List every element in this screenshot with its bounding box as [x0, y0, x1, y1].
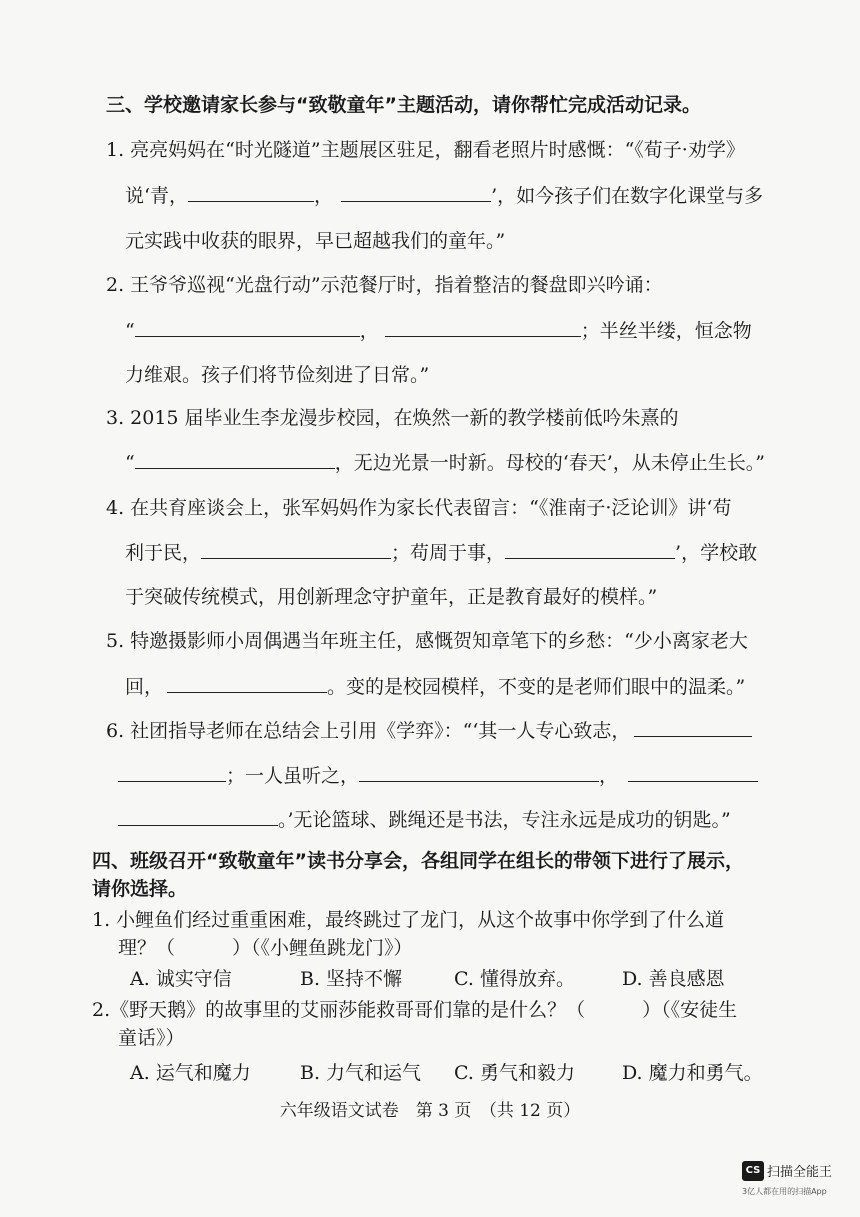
- scanner-watermark: [742, 1160, 832, 1181]
- section3-title: 三、学校邀请家长参与“致敬童年”主题活动，请你帮忙完成活动记录。: [106, 94, 701, 116]
- q5-line2: 回， 。变的是校园模样，不变的是老师们眼中的温柔。”: [125, 676, 746, 698]
- mc1-option-b[interactable]: B. 坚持不懈: [300, 968, 403, 990]
- mc2-option-c[interactable]: C. 勇气和毅力: [454, 1062, 575, 1084]
- q1-line1: 1. 亮亮妈妈在“时光隧道”主题展区驻足，翻看老照片时感慨：“《荀子·劝学》: [106, 139, 745, 161]
- scanner-app-name: 扫描全能王: [767, 1165, 833, 1180]
- q4-line3: 于突破传统模式，用创新理念守护童年，正是教育最好的模样。”: [125, 586, 658, 608]
- section4-title: 四、班级召开“致敬童年”读书分享会，各组同学在组长的带领下进行了展示，: [92, 850, 744, 872]
- mc2-option-d[interactable]: D. 魔力和勇气。: [622, 1062, 763, 1084]
- answer-blank[interactable]: [201, 540, 391, 559]
- mc1-line2: 理？（ ）（《小鲤鱼跳龙门》）: [118, 937, 413, 959]
- section4-title-cont: 请你选择。: [92, 878, 188, 900]
- answer-blank[interactable]: [359, 763, 599, 782]
- scanner-tagline: 3亿人都在用的扫描App: [742, 1187, 827, 1196]
- q1-line2: 说‘青， ， ’，如今孩子们在数字化课堂与多: [125, 185, 764, 207]
- q3-line2: “ ，无边光景一时新。母校的‘春天’，从未停止生长。”: [125, 452, 766, 474]
- camscanner-logo-icon: CS: [742, 1161, 764, 1181]
- mc1-option-d[interactable]: D. 善良感恩: [622, 968, 725, 990]
- answer-blank[interactable]: [167, 674, 327, 693]
- q6-line1: 6. 社团指导老师在总结会上引用《学弈》：“‘其一人专心致志，: [106, 718, 752, 744]
- answer-blank[interactable]: [634, 718, 752, 737]
- mc1-option-c[interactable]: C. 懂得放弃。: [454, 968, 575, 990]
- q5-line1: 5. 特邀摄影师小周偶遇当年班主任，感慨贺知章笔下的乡愁：“少小离家老大: [106, 630, 748, 652]
- q4-line1: 4. 在共育座谈会上，张军妈妈作为家长代表留言：“《淮南子·泛论训》讲‘苟: [106, 497, 732, 519]
- answer-blank[interactable]: [135, 318, 360, 337]
- q4-line2: 利于民， ；苟周于事， ’，学校敢: [125, 542, 758, 564]
- answer-blank[interactable]: [118, 763, 226, 782]
- mc2-option-b[interactable]: B. 力气和运气: [300, 1062, 422, 1084]
- q2-line2: “ ， ；半丝半缕，恒念物: [125, 320, 752, 342]
- q6-line2: ；一人虽听之， ，: [118, 763, 758, 789]
- mc2-option-a[interactable]: A. 运气和魔力: [130, 1062, 251, 1084]
- q1-line3: 元实践中收获的眼界，早已超越我们的童年。”: [125, 230, 506, 252]
- answer-blank[interactable]: [628, 763, 758, 782]
- mc1-line1: 1. 小鲤鱼们经过重重困难，最终跳过了龙门，从这个故事中你学到了什么道: [92, 909, 725, 931]
- mc2-line2: 童话》）: [118, 1027, 185, 1049]
- answer-blank[interactable]: [118, 807, 278, 826]
- page-footer: 六年级语文试卷 第 3 页 （共 12 页）: [279, 1101, 581, 1121]
- answer-blank[interactable]: [188, 183, 314, 202]
- mc2-line1: 2.《野天鹅》的故事里的艾丽莎能救哥哥们靠的是什么？（ ）（《安徒生: [92, 999, 738, 1021]
- q3-line1: 3. 2015 届毕业生李龙漫步校园，在焕然一新的教学楼前低吟朱熹的: [106, 407, 679, 429]
- answer-blank[interactable]: [385, 318, 581, 337]
- q6-line3: 。’无论篮球、跳绳还是书法，专注永远是成功的钥匙。”: [118, 807, 731, 833]
- answer-blank[interactable]: [341, 183, 491, 202]
- q2-line3: 力维艰。孩子们将节俭刻进了日常。”: [125, 364, 430, 386]
- answer-blank[interactable]: [505, 540, 675, 559]
- q2-line1: 2. 王爷爷巡视“光盘行动”示范餐厅时，指着整洁的餐盘即兴吟诵：: [106, 274, 663, 296]
- answer-blank[interactable]: [135, 450, 335, 469]
- mc1-option-a[interactable]: A. 诚实守信: [130, 968, 232, 990]
